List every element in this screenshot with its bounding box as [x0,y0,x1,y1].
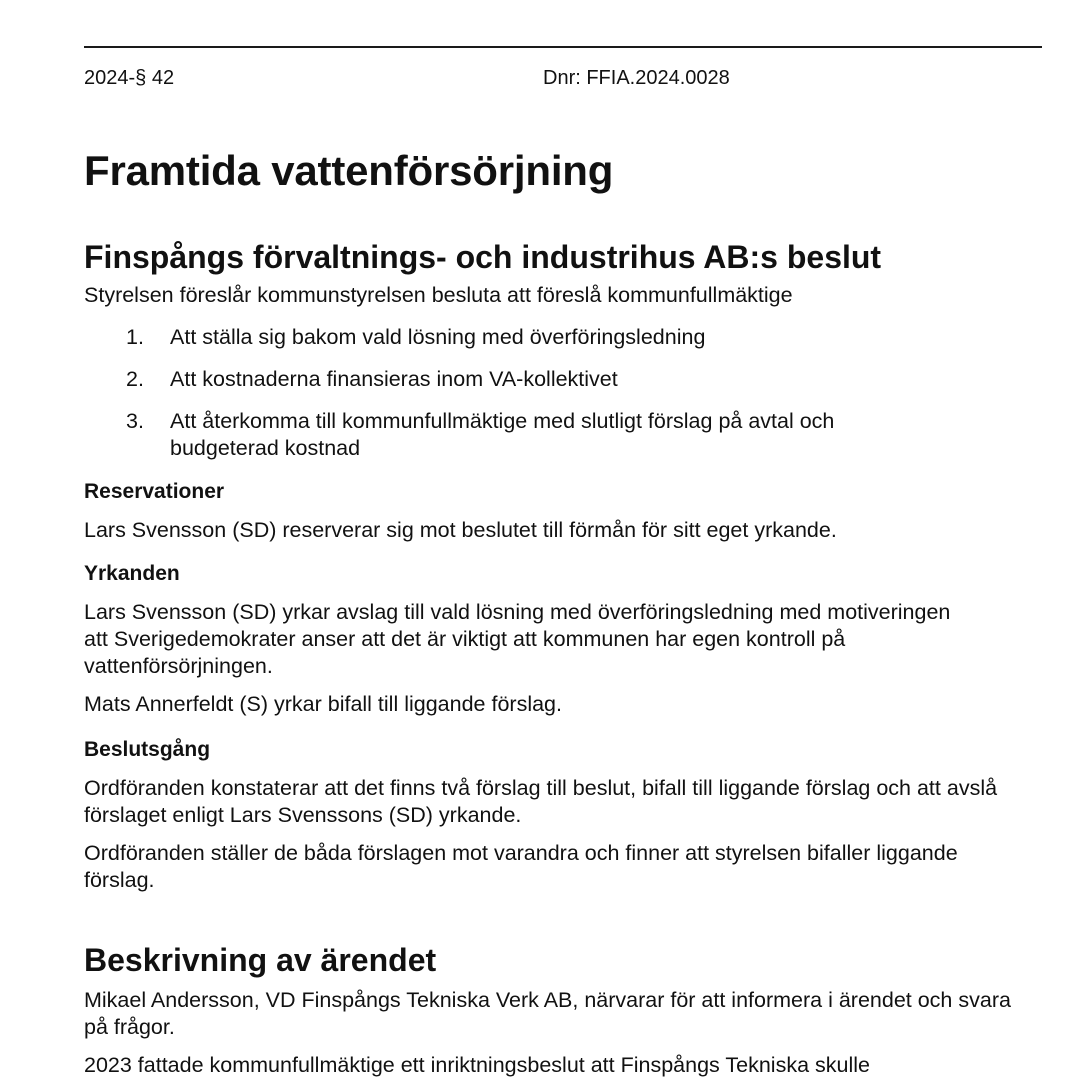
page-title: Framtida vattenförsörjning [84,147,614,194]
reservations-heading: Reservationer [84,480,225,503]
decision-section [84,237,1024,462]
procedure-section [84,736,1024,894]
decision-heading: Finspångs förvaltnings- och industrihus AB:s beslut [84,239,882,275]
decision-list [84,324,1024,462]
header-rule [84,46,1042,48]
list-item: 3. Att återkomma till kommunfullmäktige med slutligt förslag på avtal och budgeterad kostnad [126,409,835,460]
list-item: 2. Att kostnaderna finansieras inom VA-kollektivet [126,367,618,391]
reservations-section [84,478,1024,544]
reservations-text: Lars Svensson (SD) reserverar sig mot beslutet till förmån för sitt eget yrkande. [84,518,837,542]
description-heading: Beskrivning av ärendet [84,942,437,978]
list-item: 1. Att ställa sig bakom vald lösning med överföringsledning [126,325,706,349]
description-text-2: 2023 fattade kommunfullmäktige ett inriktningsbeslut att Finspångs Tekniska skulle [84,1053,870,1077]
paragraph-reference: 2024-§ 42 [84,67,175,89]
procedure-heading: Beslutsgång [84,738,211,761]
motions-heading: Yrkanden [84,562,180,585]
motions-text-1: Lars Svensson (SD) yrkar avslag till vald lösning med överföringsledning med motiveringen att Sverigedemokrater anser att det är viktigt att kommunen har egen kontroll på vattenförsörjningen. [84,600,951,678]
diary-number: Dnr: FFIA.2024.0028 [543,67,730,89]
motions-section [84,560,1024,718]
description-section [84,940,1024,1079]
procedure-text-1: Ordföranden konstaterar att det finns två förslag till beslut, bifall till liggande förslag och att avslå förslaget enligt Lars Svenssons (SD) yrkande. [84,776,998,827]
description-text-1: Mikael Andersson, VD Finspångs Tekniska Verk AB, närvarar för att informera i ärendet och svara på frågor. [84,988,1011,1039]
decision-intro: Styrelsen föreslår kommunstyrelsen besluta att föreslå kommunfullmäktige [84,283,793,307]
motions-text-2: Mats Annerfeldt (S) yrkar bifall till liggande förslag. [84,692,562,716]
corner-mark-fragment [0,0,32,6]
procedure-text-2: Ordföranden ställer de båda förslagen mot varandra och finner att styrelsen bifaller liggande förslag. [84,841,958,892]
